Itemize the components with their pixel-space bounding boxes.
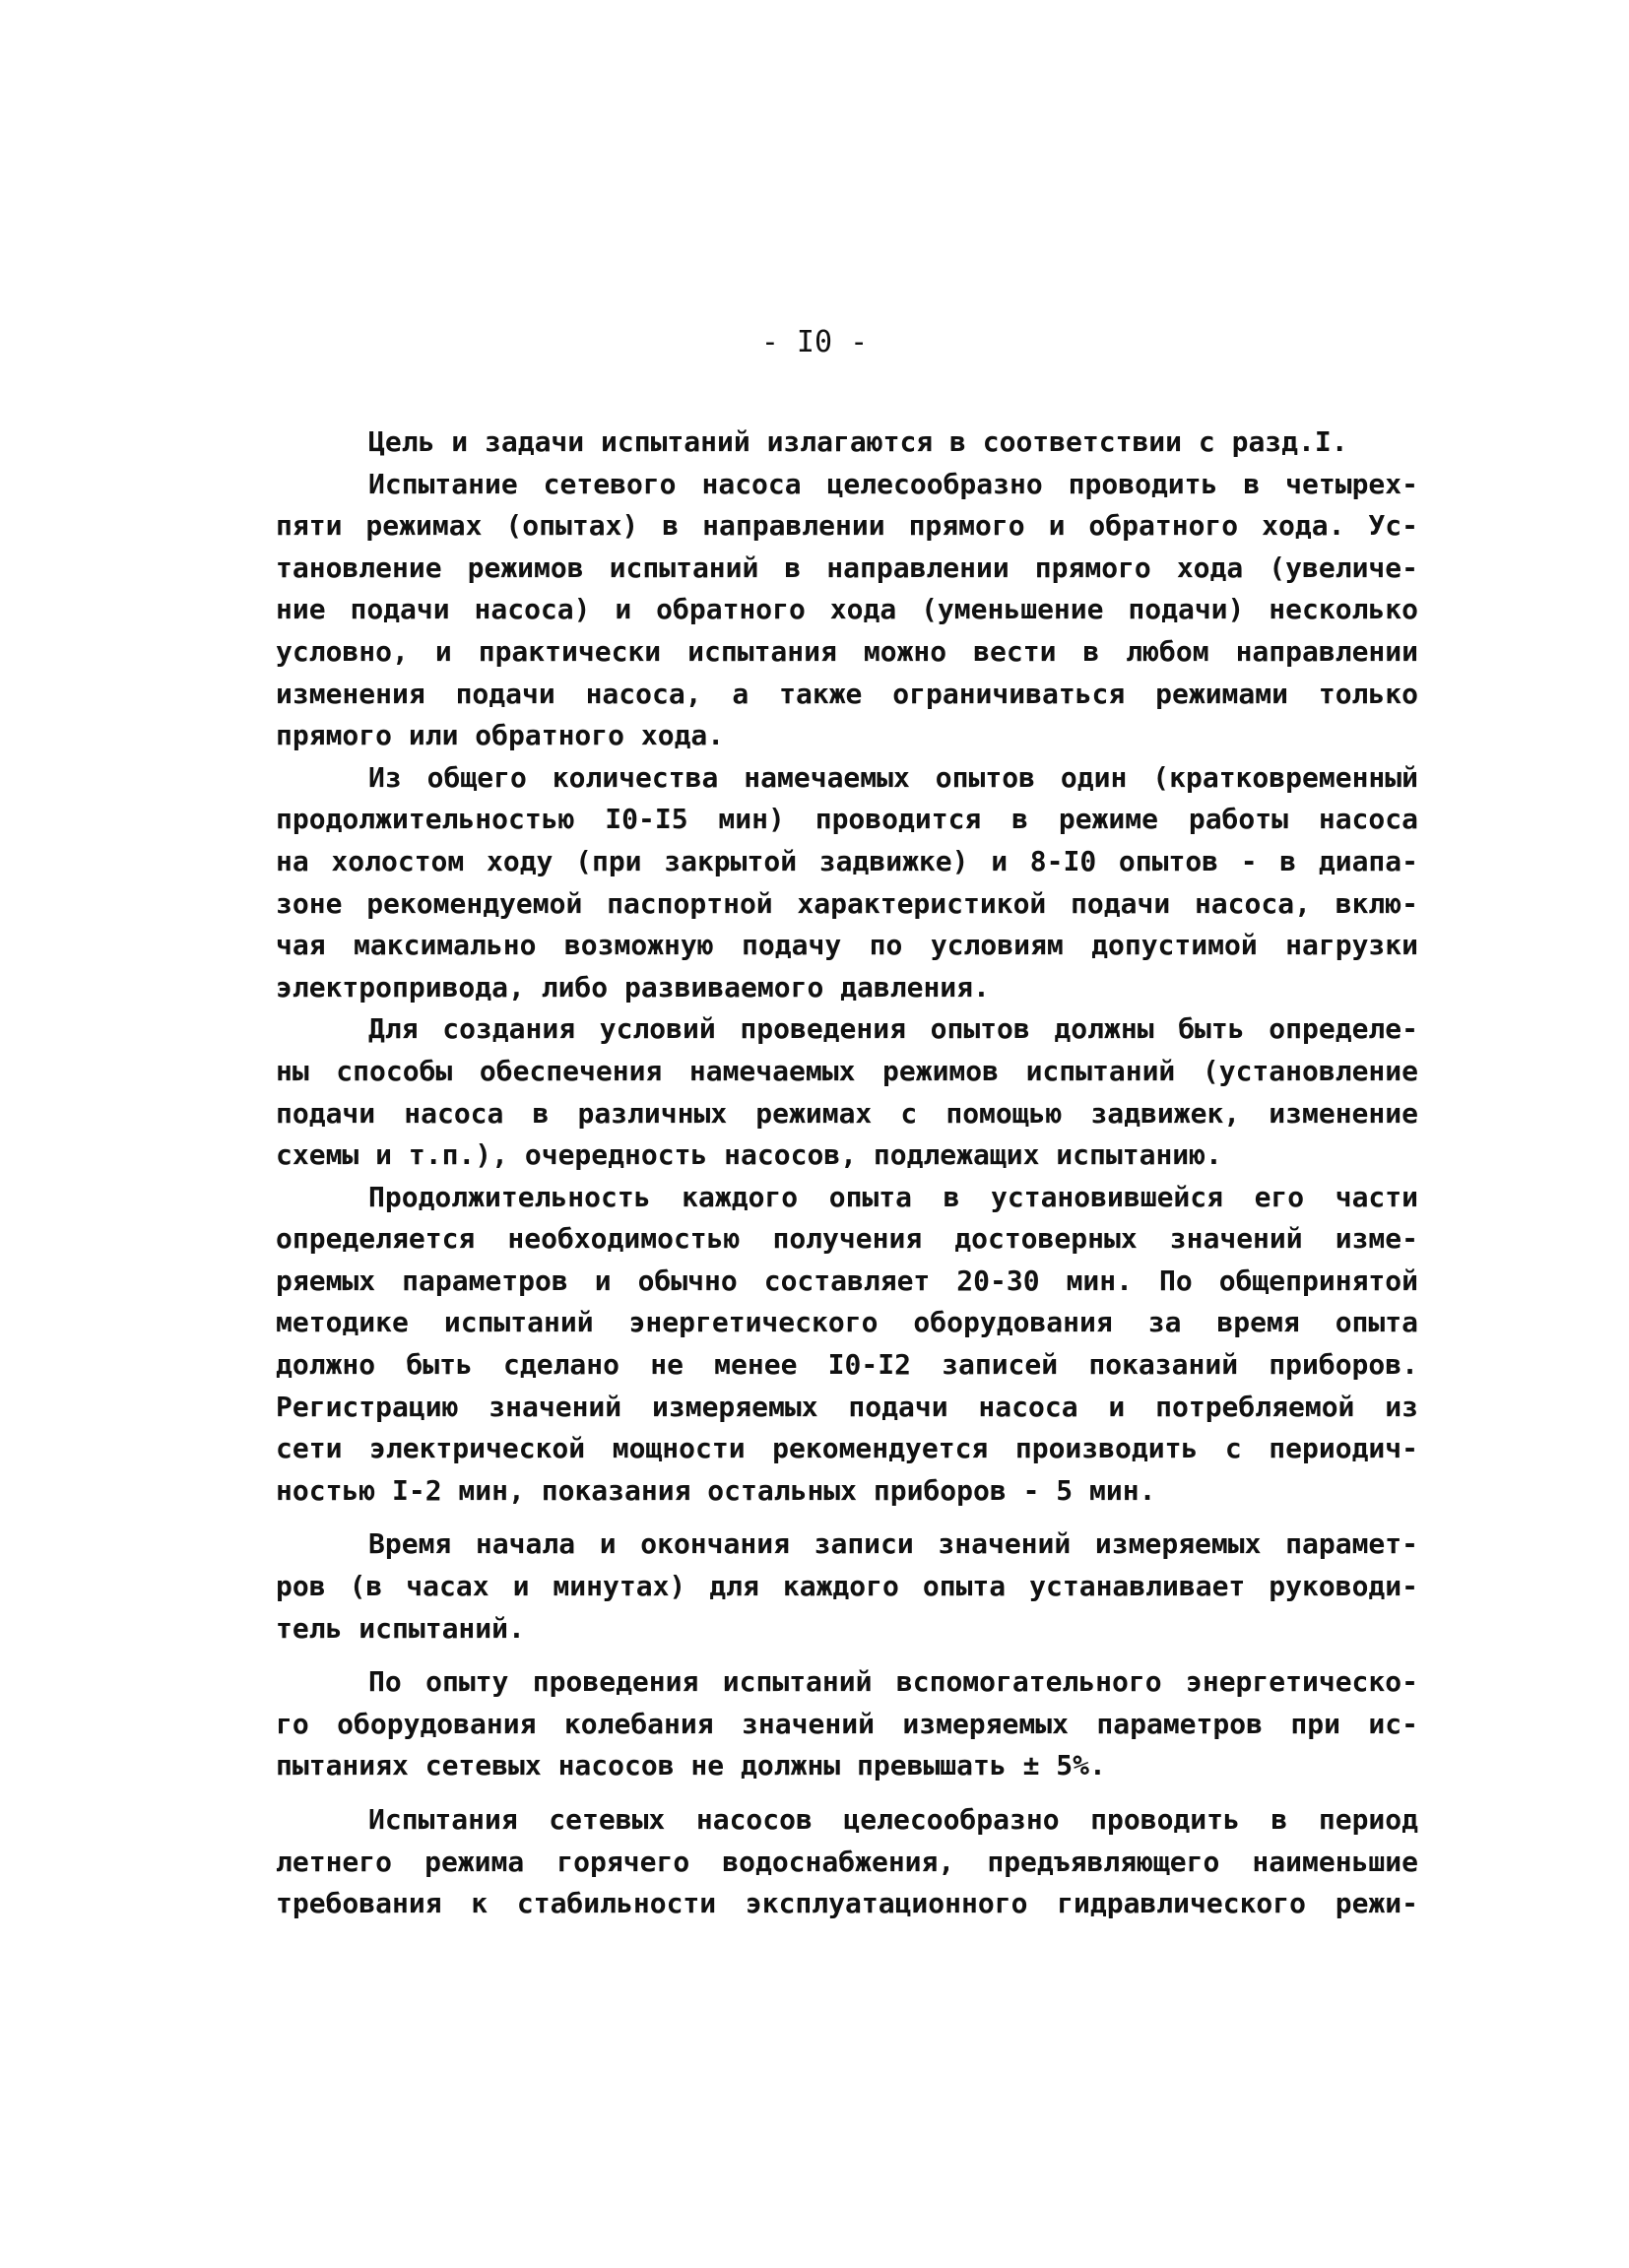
- page-number: - I0 -: [760, 325, 869, 359]
- text-line: прямого или обратного хода.: [276, 719, 725, 752]
- text-line: ров (в часах и минутах) для каждого опыта устанавливает руководи-: [276, 1570, 1418, 1603]
- body-text: [276, 421, 1418, 1925]
- paragraph: [276, 1008, 1418, 1176]
- text-line: продолжительностью I0-I5 мин) проводится в режиме работы насоса: [276, 803, 1418, 836]
- paragraph: [276, 757, 1418, 1009]
- text-line: ряемых параметров и обычно составляет 20-30 мин. По общепринятой: [276, 1264, 1418, 1297]
- text-line: ние подачи насоса) и обратного хода (уменьшение подачи) несколько: [276, 593, 1418, 626]
- paragraph-gap: [276, 1650, 1418, 1661]
- text-line: изменения подачи насоса, а также ограничиваться режимами только: [276, 677, 1418, 710]
- text-line: подачи насоса в различных режимах с помощью задвижек, изменение: [276, 1096, 1418, 1130]
- text-line: Испытания сетевых насосов целесообразно проводить в период: [368, 1803, 1418, 1836]
- text-line: По опыту проведения испытаний вспомогательного энергетическо-: [368, 1665, 1418, 1699]
- text-line: чая максимально возможную подачу по условиям допустимой нагрузки: [276, 929, 1418, 962]
- text-line: определяется необходимостью получения достоверных значений изме-: [276, 1222, 1418, 1256]
- paragraph: [276, 464, 1418, 757]
- text-line: должно быть сделано не менее I0-I2 записей показаний приборов.: [276, 1348, 1418, 1382]
- text-line: Из общего количества намечаемых опытов один (кратковременный: [368, 760, 1418, 794]
- paragraph: [276, 1523, 1418, 1650]
- text-line: сети электрической мощности рекомендуется производить с периодич-: [276, 1432, 1418, 1465]
- text-line: зоне рекомендуемой паспортной характеристикой подачи насоса, вклю-: [276, 886, 1418, 920]
- paragraph-gap: [276, 1787, 1418, 1799]
- text-line: летнего режима горячего водоснабжения, предъявляющего наименьшие: [276, 1845, 1418, 1878]
- text-line: ны способы обеспечения намечаемых режимов испытаний (установление: [276, 1054, 1418, 1087]
- text-line: Для создания условий проведения опытов должны быть определе-: [368, 1012, 1418, 1046]
- paragraph: [276, 1799, 1418, 1925]
- text-line: тановление режимов испытаний в направлении прямого хода (увеличе-: [276, 551, 1418, 584]
- text-line: условно, и практически испытания можно вести в любом направлении: [276, 634, 1418, 668]
- text-line: пяти режимах (опытах) в направлении прямого и обратного хода. Ус-: [276, 509, 1418, 543]
- text-line: Цель и задачи испытаний излагаются в соответствии с разд.I.: [368, 425, 1348, 458]
- text-line: го оборудования колебания значений измеряемых параметров при ис-: [276, 1707, 1418, 1740]
- text-line: ностью I-2 мин, показания остальных приборов - 5 мин.: [276, 1473, 1156, 1507]
- text-line: Время начала и окончания записи значений измеряемых парамет-: [368, 1527, 1418, 1561]
- text-line: Продолжительность каждого опыта в установившейся его части: [368, 1180, 1418, 1213]
- text-line: тель испытаний.: [276, 1611, 525, 1645]
- text-line: на холостом ходу (при закрытой задвижке) и 8-I0 опытов - в диапа-: [276, 844, 1418, 877]
- text-line: схемы и т.п.), очередность насосов, подлежащих испытанию.: [276, 1138, 1222, 1172]
- text-line: пытаниях сетевых насосов не должны превышать ± 5%.: [276, 1749, 1106, 1782]
- text-line: требования к стабильности эксплуатационного гидравлического режи-: [276, 1887, 1418, 1920]
- paragraph-gap: [276, 1512, 1418, 1523]
- text-line: Регистрацию значений измеряемых подачи насоса и потребляемой из: [276, 1390, 1418, 1423]
- paragraph: [276, 421, 1418, 464]
- text-line: методике испытаний энергетического оборудования за время опыта: [276, 1306, 1418, 1339]
- paragraph: [276, 1661, 1418, 1787]
- text-line: электропривода, либо развиваемого давления.: [276, 970, 990, 1004]
- paragraph: [276, 1177, 1418, 1513]
- text-line: Испытание сетевого насоса целесообразно проводить в четырех-: [368, 467, 1418, 500]
